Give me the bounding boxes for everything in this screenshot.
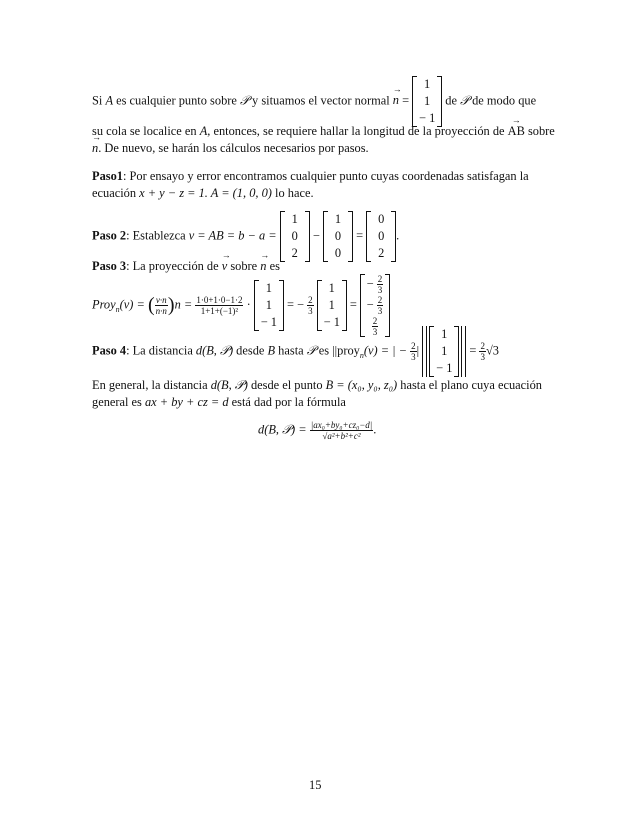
matrix-cell: 1	[291, 212, 298, 226]
general-line-1	[92, 378, 542, 393]
denominator: 3	[411, 352, 416, 362]
denominator: 3	[480, 352, 485, 362]
text: En general, la distancia	[92, 378, 211, 392]
subscript: n	[359, 350, 364, 360]
sign: −	[366, 276, 374, 291]
intro-line-2	[92, 124, 555, 139]
formula-lhs: d(B, 𝒫) =	[258, 422, 307, 437]
equation: ax + by + cz = d	[144, 395, 229, 409]
text: : Por ensayo y error encontramos cualquier punto cuyas coordenadas satisfagan la	[122, 169, 529, 183]
point-B: B = (x₀, y₀, z₀)	[325, 378, 398, 392]
equation: x + y − z = 1. A = (1, 0, 0)	[139, 186, 272, 200]
text: =	[398, 93, 413, 108]
matrix-cell: 1	[328, 298, 335, 312]
vector-n: n →	[260, 259, 266, 274]
fraction	[307, 295, 314, 316]
fraction	[155, 295, 168, 316]
text: y situamos el vector normal	[248, 93, 393, 108]
norm-bars	[422, 326, 466, 377]
text: de	[445, 93, 461, 108]
equation: v = AB = b − a =	[188, 228, 277, 243]
matrix-cell: − 1	[323, 315, 340, 329]
matrix-cell: 1	[441, 344, 448, 358]
matrix-cell: 0	[378, 212, 385, 226]
step-label: Paso 3	[92, 259, 127, 273]
operator: =	[356, 228, 364, 243]
matrix-cell: 0	[334, 229, 342, 243]
matrix-cell	[366, 274, 384, 295]
paso2-line	[92, 211, 399, 262]
text: hasta el plano cuya ecuación	[397, 378, 542, 392]
text: es cualquier punto sobre	[113, 93, 240, 108]
general-line-2	[92, 395, 346, 410]
matrix-cell: 1	[265, 298, 272, 312]
matrix-n-2	[317, 280, 347, 331]
matrix-a	[323, 211, 353, 262]
text: (v) =	[119, 297, 145, 312]
text: (v) = | −	[363, 343, 408, 358]
vector-v: v →	[222, 259, 228, 274]
text: sobre	[524, 124, 555, 138]
plane-P: 𝒫	[239, 93, 249, 108]
denominator: n·n	[155, 306, 167, 316]
abs-bar: |	[416, 343, 420, 358]
numerator: v·n	[155, 295, 167, 305]
vector-n: n →	[393, 93, 399, 108]
matrix-cell: − 1	[260, 315, 277, 329]
numerator: 2	[372, 316, 378, 326]
operator: =	[469, 343, 477, 358]
fraction	[195, 295, 243, 316]
matrix-cell: 2	[378, 246, 385, 260]
matrix-cell: 1	[328, 281, 335, 295]
text: sobre	[227, 259, 261, 273]
point-A: A	[105, 93, 114, 108]
text: desde	[233, 343, 268, 358]
text: de modo que	[469, 93, 537, 108]
matrix-cell: − 1	[436, 361, 453, 375]
norm-inner	[426, 326, 462, 377]
text: : Establezca	[126, 228, 189, 243]
denominator: 3	[372, 327, 378, 337]
matrix-cell	[366, 295, 384, 316]
matrix-cell: 1	[424, 94, 431, 108]
matrix-cell: 1	[441, 327, 448, 341]
subscript: n	[115, 304, 120, 314]
text: su cola se localice en	[92, 124, 200, 138]
fraction	[377, 295, 384, 316]
numerator: 2	[377, 295, 383, 305]
text: : La proyección de	[126, 259, 222, 273]
plane-P: 𝒫	[460, 93, 469, 108]
numerator: 2	[480, 341, 485, 351]
page-number: 15	[309, 778, 322, 792]
numerator: 2	[411, 341, 416, 351]
denominator: 1+1+(−1)²	[200, 306, 239, 316]
paso1-line-1	[92, 169, 529, 184]
matrix-cell: 2	[291, 246, 298, 260]
numerator: |ax₀+by₀+cz₀−d|	[310, 420, 373, 430]
text: ecuación	[92, 186, 140, 200]
numerator: 2	[377, 274, 383, 284]
step-label: Paso1	[92, 169, 123, 183]
operator: −	[312, 228, 320, 243]
numerator: 1·0+1·0−1·2	[196, 295, 243, 305]
matrix-cell: − 1	[419, 111, 436, 125]
text: .	[396, 228, 400, 243]
paren-open: (	[147, 294, 155, 316]
text: lo hace.	[271, 186, 314, 200]
proj-symbol: Proy	[92, 297, 116, 312]
text: n =	[174, 297, 193, 312]
distance-formula	[258, 420, 376, 441]
vector-n: n →	[92, 141, 98, 156]
text: entonces, se requiere hallar la longitud de la proyección de	[210, 124, 508, 138]
matrix-cell: 0	[334, 246, 342, 260]
paso1-line-2	[92, 186, 314, 201]
sqrt-value: √3	[485, 343, 499, 358]
text: . De nuevo, se harán los cálculos necesarios por pasos.	[98, 141, 369, 155]
distance-symbol: d(B, 𝒫)	[210, 378, 248, 392]
text: general es	[92, 395, 145, 409]
intro-line-3	[92, 141, 369, 156]
text: : La distancia	[126, 343, 196, 358]
vector-AB: AB →	[508, 124, 525, 139]
denominator: 3	[308, 306, 313, 316]
point-B: B	[267, 343, 276, 358]
fraction	[377, 274, 384, 295]
paso3-line-1	[92, 259, 280, 274]
matrix-v	[366, 211, 396, 262]
operator: ·	[246, 297, 251, 312]
operator: =	[349, 297, 357, 312]
fraction	[310, 420, 377, 441]
matrix-n	[429, 326, 459, 377]
matrix-b	[280, 211, 310, 262]
text: desde el punto	[247, 378, 326, 392]
denominator: 3	[377, 285, 383, 295]
step-label: Paso 4	[92, 343, 127, 358]
normal-matrix	[412, 76, 442, 127]
paso4-line	[92, 326, 499, 377]
text: es	[266, 259, 280, 273]
plane-P: 𝒫	[306, 343, 316, 358]
denominator: √a²+b²+c²	[322, 431, 361, 441]
paren-close: )	[167, 294, 175, 316]
point-A: A,	[199, 124, 211, 138]
matrix-cell: 1	[424, 77, 431, 91]
step-label: Paso 2	[92, 228, 127, 243]
text: hasta	[275, 343, 307, 358]
matrix-cell: 1	[265, 281, 272, 295]
matrix-cell: 0	[378, 229, 385, 243]
matrix-n	[254, 280, 284, 331]
intro-line-1	[92, 76, 536, 127]
numerator: 2	[308, 295, 313, 305]
text: está dad por la fórmula	[228, 395, 346, 409]
operator: = −	[286, 297, 305, 312]
text: es ||proy	[315, 343, 360, 358]
sign: −	[366, 297, 374, 312]
distance-symbol: d(B, 𝒫)	[195, 343, 234, 358]
matrix-cell: 0	[291, 229, 298, 243]
matrix-cell: 1	[334, 212, 342, 226]
denominator: 3	[377, 306, 383, 316]
text: Si	[92, 93, 106, 108]
text: .	[373, 422, 377, 437]
